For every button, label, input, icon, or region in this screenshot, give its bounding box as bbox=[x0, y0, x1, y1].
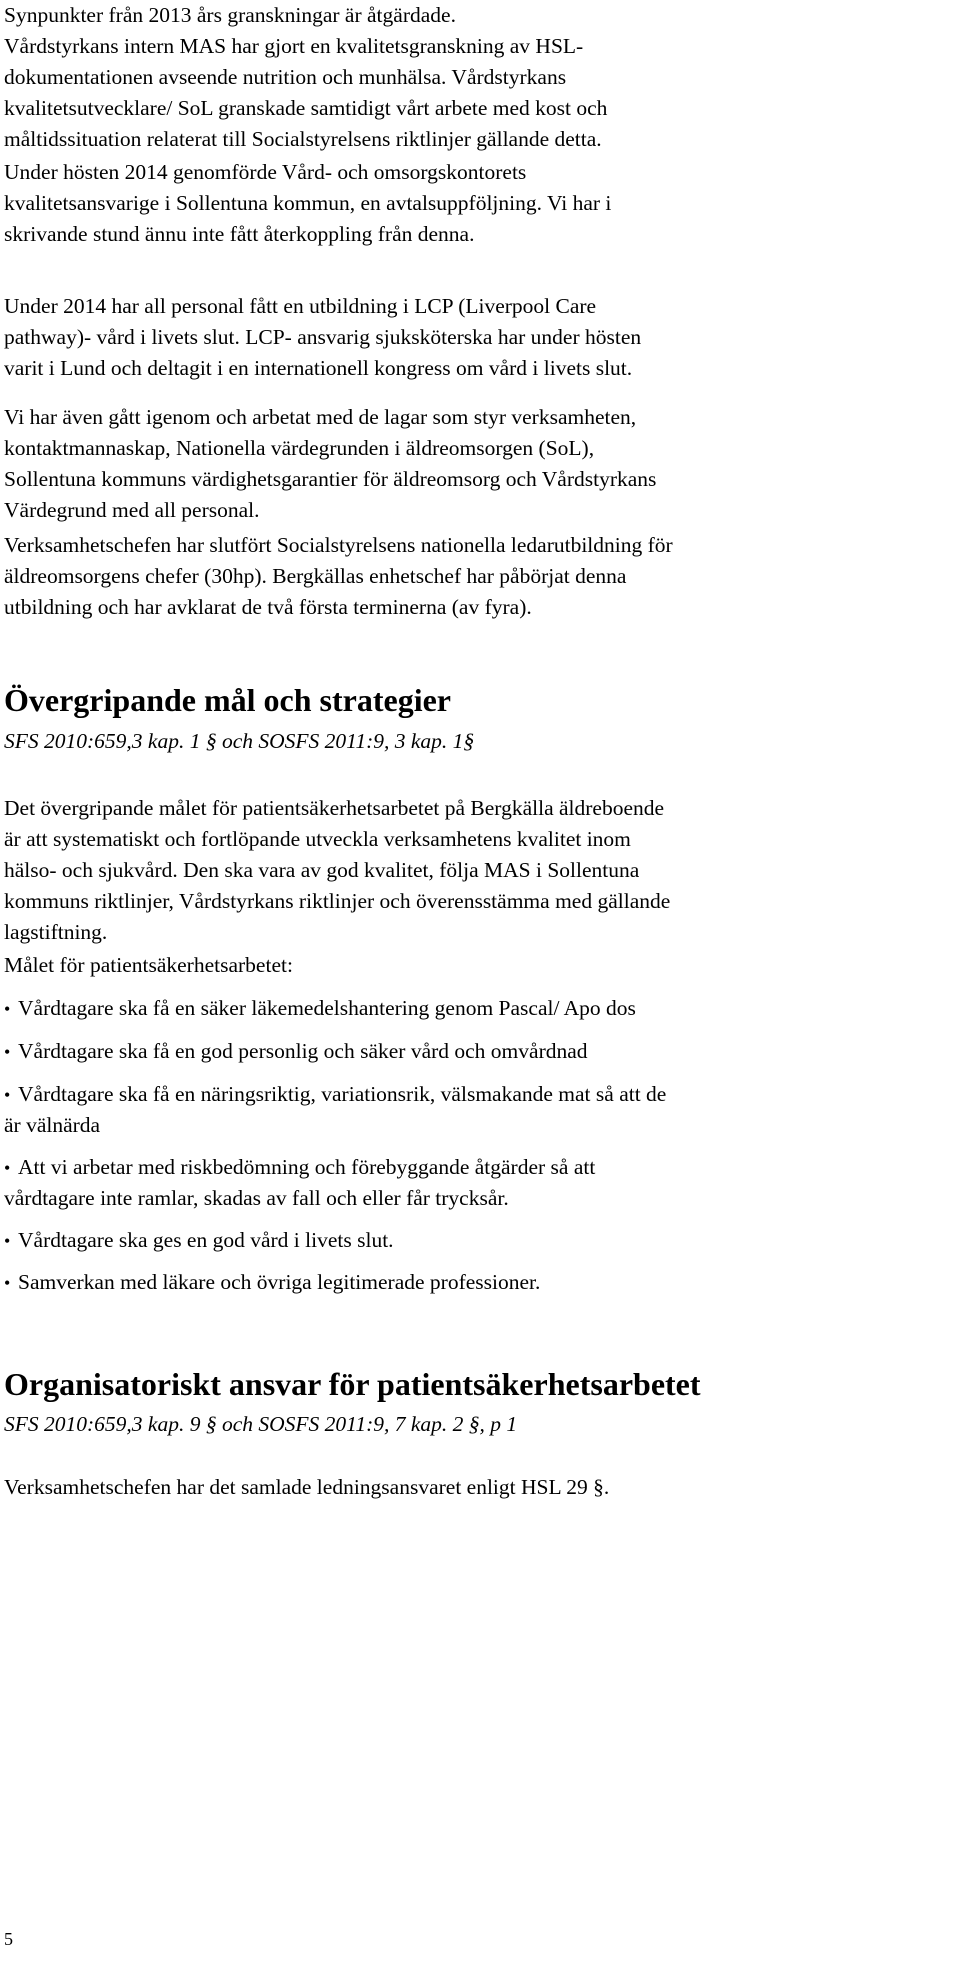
text-line: Det övergripande målet för patientsäkerhetsarbetet på Bergkälla äldreboende bbox=[4, 796, 665, 820]
text-line: Värdegrund med all personal. bbox=[4, 498, 260, 522]
text-line: Under hösten 2014 genomförde Vård- och omsorgskontorets bbox=[4, 160, 527, 184]
paragraph-management-responsibility bbox=[4, 1472, 960, 1503]
list-item bbox=[4, 1152, 954, 1214]
section-heading-goals: Övergripande mål och strategier bbox=[4, 682, 451, 718]
section-heading-organisational-responsibility: Organisatoriskt ansvar för patientsäkerhetsarbetet bbox=[4, 1366, 701, 1402]
list-item bbox=[4, 1079, 954, 1141]
text-line: kvalitetsutvecklare/ SoL granskade samtidigt vårt arbete med kost och bbox=[4, 96, 608, 120]
list-item-text: Vårdtagare ska ges en god vård i livets slut. bbox=[18, 1228, 394, 1252]
bullet-icon: • bbox=[4, 1042, 11, 1062]
list-item-text: Att vi arbetar med riskbedömning och förebyggande åtgärder så att bbox=[18, 1155, 596, 1179]
legal-reference-goals: SFS 2010:659,3 kap. 1 § och SOSFS 2011:9, 3 kap. 1§ bbox=[4, 729, 475, 753]
text-line: kontaktmannaskap, Nationella värdegrunden i äldreomsorgen (SoL), bbox=[4, 436, 595, 460]
text-line: Synpunkter från 2013 års granskningar är åtgärdade. bbox=[4, 3, 456, 27]
list-item bbox=[4, 993, 954, 1024]
text-line: Vårdstyrkans intern MAS har gjort en kvalitetsgranskning av HSL- bbox=[4, 34, 584, 58]
bullet-icon: • bbox=[4, 1158, 11, 1178]
list-item-text: Samverkan med läkare och övriga legitimerade professioner. bbox=[18, 1270, 541, 1294]
text-line: är att systematiskt och fortlöpande utveckla verksamhetens kvalitet inom bbox=[4, 827, 631, 851]
text-line: Vi har även gått igenom och arbetat med de lagar som styr verksamheten, bbox=[4, 405, 637, 429]
legal-reference-responsibility: SFS 2010:659,3 kap. 9 § och SOSFS 2011:9, 7 kap. 2 §, p 1 bbox=[4, 1412, 518, 1436]
list-item-text: är välnärda bbox=[4, 1113, 101, 1137]
text-line: Verksamhetschefen har slutfört Socialstyrelsens nationella ledarutbildning för bbox=[4, 533, 673, 557]
list-item-text: Vårdtagare ska få en näringsriktig, variationsrik, välsmakande mat så att de bbox=[18, 1082, 667, 1106]
bullet-icon: • bbox=[4, 1085, 11, 1105]
text-line: Målet för patientsäkerhetsarbetet: bbox=[4, 953, 293, 977]
text-line: Sollentuna kommuns värdighetsgarantier för äldreomsorg och Vårdstyrkans bbox=[4, 467, 657, 491]
list-item-text: Vårdtagare ska få en säker läkemedelshantering genom Pascal/ Apo dos bbox=[18, 996, 636, 1020]
text-line: Under 2014 har all personal fått en utbildning i LCP (Liverpool Care bbox=[4, 294, 597, 318]
text-line: varit i Lund och deltagit i en internationell kongress om vård i livets slut. bbox=[4, 356, 633, 380]
text-line: utbildning och har avklarat de två första terminerna (av fyra). bbox=[4, 595, 532, 619]
text-line: hälso- och sjukvård. Den ska vara av god kvalitet, följa MAS i Sollentuna bbox=[4, 858, 640, 882]
list-item-text: Vårdtagare ska få en god personlig och säker vård och omvårdnad bbox=[18, 1039, 588, 1063]
paragraph-contract-followup bbox=[4, 157, 960, 250]
paragraph-leadership-training bbox=[4, 530, 960, 623]
page-number: 5 bbox=[4, 1929, 13, 1949]
text-line: kommuns riktlinjer, Vårdstyrkans riktlinjer och överensstämma med gällande bbox=[4, 889, 671, 913]
paragraph-laws-values bbox=[4, 402, 960, 526]
text-line: måltidssituation relaterat till Socialstyrelsens riktlinjer gällande detta. bbox=[4, 127, 602, 151]
paragraph-overall-goal bbox=[4, 793, 960, 948]
text-line: kvalitetsansvarige i Sollentuna kommun, en avtalsuppföljning. Vi har i bbox=[4, 191, 612, 215]
list-item bbox=[4, 1036, 954, 1067]
text-line: skrivande stund ännu inte fått återkoppling från denna. bbox=[4, 222, 475, 246]
bullet-icon: • bbox=[4, 1231, 11, 1251]
list-item bbox=[4, 1267, 954, 1298]
paragraph-lcp-training bbox=[4, 291, 960, 384]
text-line: dokumentationen avseende nutrition och munhälsa. Vårdstyrkans bbox=[4, 65, 567, 89]
text-line: pathway)- vård i livets slut. LCP- ansvarig sjuksköterska har under hösten bbox=[4, 325, 642, 349]
paragraph-review-findings bbox=[4, 0, 960, 155]
list-item bbox=[4, 1225, 954, 1256]
bullet-icon: • bbox=[4, 1273, 11, 1293]
bullet-icon: • bbox=[4, 999, 11, 1019]
list-item-text: vårdtagare inte ramlar, skadas av fall och eller får trycksår. bbox=[4, 1186, 509, 1210]
goals-intro bbox=[4, 950, 960, 981]
text-line: Verksamhetschefen har det samlade ledningsansvaret enligt HSL 29 §. bbox=[4, 1475, 610, 1499]
text-line: lagstiftning. bbox=[4, 920, 108, 944]
text-line: äldreomsorgens chefer (30hp). Bergkällas enhetschef har påbörjat denna bbox=[4, 564, 627, 588]
